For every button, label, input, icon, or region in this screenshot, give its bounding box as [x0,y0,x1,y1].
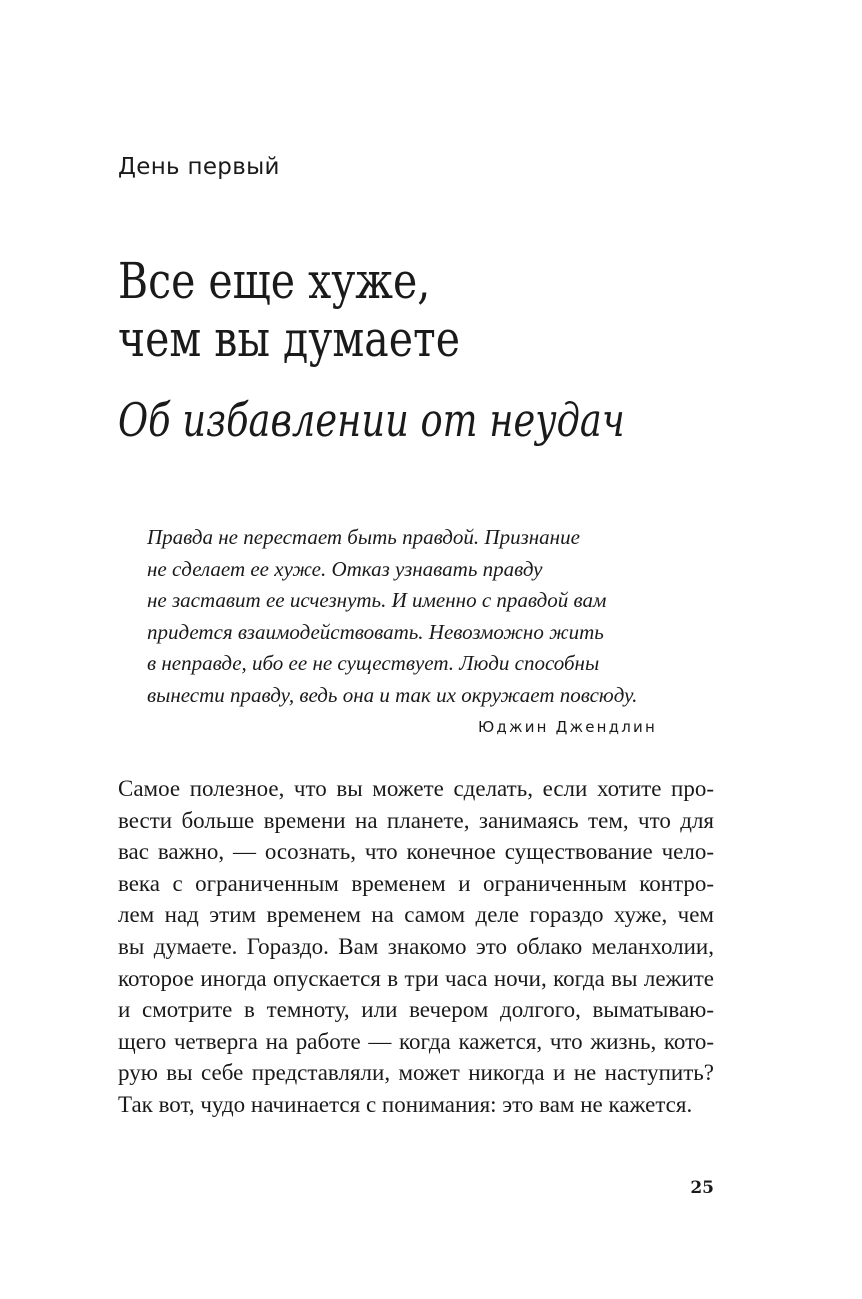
body-line: щего четверга на работе — когда кажется, что жизнь, кото- [118,1028,714,1054]
body-line: рую вы себе представляли, может никогда и не наступить? [118,1060,714,1086]
epigraph-line: в неправде, ибо ее не существует. Люди способны [147,651,600,675]
body-line: которое иногда опускается в три часа ночи, когда вы лежите [118,965,714,991]
chapter-title-line: Все еще хуже, [118,252,431,310]
epigraph-line: придется взаимодействовать. Невозможно жить [147,619,604,644]
body-line: вести больше времени на планете, занимаясь тем, что для [118,807,714,833]
epigraph-line: вынести правду, ведь она и так их окружает повсюду. [147,682,638,707]
chapter-label: День первый [118,154,280,180]
body-line: Так вот, чудо начинается с понимания: это вам не кажется. [118,1091,693,1117]
chapter-subtitle: Об избавлении от неудач [118,393,625,447]
body-line: вас важно, — осознать, что конечное существование чело- [118,839,714,865]
body-paragraph [118,773,714,1121]
epigraph-line: не сделает ее хуже. Отказ узнавать правду [147,556,543,581]
epigraph-line: не заставит ее исчезнуть. И именно с правдой вам [147,588,607,612]
chapter-title-line: чем вы думаете [118,310,460,368]
page-number: 25 [690,1178,714,1198]
epigraph [147,522,637,711]
chapter-title [118,252,460,368]
body-line: и смотрите в темноту, или вечером долгого, выматываю- [118,997,714,1023]
epigraph-line: Правда не перестает быть правдой. Признание [147,525,580,549]
body-line: лем над этим временем на самом деле гораздо хуже, чем [118,902,714,928]
body-line: века с ограниченным временем и ограниченным контро- [118,870,714,896]
body-line: вы думаете. Гораздо. Вам знакомо это облако меланхолии, [118,933,714,959]
body-line: Самое полезное, что вы можете сделать, если хотите про- [118,776,714,801]
epigraph-author: Юджин Джендлин [478,718,657,736]
